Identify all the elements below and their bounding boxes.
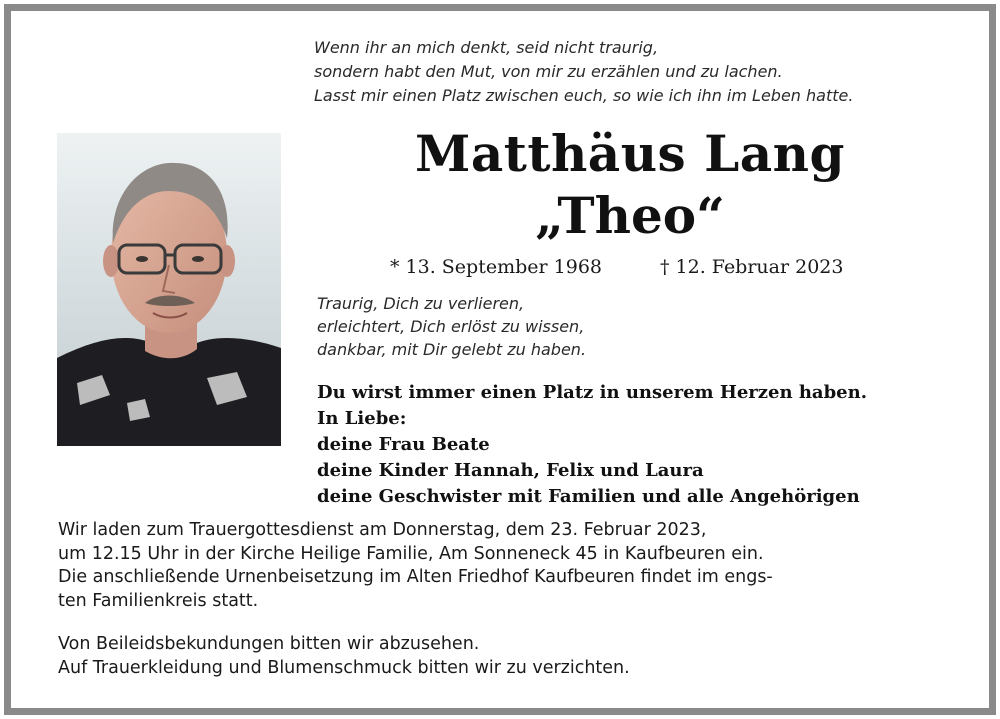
service-line: ten Familienkreis statt. [58, 590, 259, 611]
family-line: deine Frau Beate [317, 434, 490, 455]
verse-line: dankbar, mit Dir gelebt zu haben. [317, 340, 587, 359]
service-line: Die anschließende Urnenbeisetzung im Alten Friedhof Kaufbeuren findet im engs- [58, 567, 773, 587]
verse-quote [317, 292, 717, 361]
verse-line: Traurig, Dich zu verlieren, [317, 294, 525, 313]
portrait-photo [57, 133, 281, 446]
death-date: † 12. Februar 2023 [660, 256, 844, 278]
service-line: um 12.15 Uhr in der Kirche Heilige Familie, Am Sonneneck 45 in Kaufbeuren ein. [58, 543, 764, 564]
note-line: Von Beileidsbekundungen bitten wir abzusehen. [58, 634, 480, 654]
mourners-list [317, 380, 967, 510]
motto-line: Wenn ihr an mich denkt, seid nicht traurig, [314, 38, 659, 57]
motto-quote [314, 36, 974, 108]
family-line: In Liebe: [317, 408, 407, 429]
family-line: deine Geschwister mit Familien und alle Angehörigen [317, 486, 860, 507]
deceased-nickname: „Theo“ [535, 186, 725, 245]
note-line: Auf Trauerkleidung und Blumenschmuck bitten wir zu verzichten. [58, 658, 630, 678]
verse-line: erleichtert, Dich erlöst zu wissen, [317, 317, 585, 336]
birth-date: * 13. September 1968 [390, 256, 602, 278]
motto-line: Lasst mir einen Platz zwischen euch, so wie ich ihn im Leben hatte. [314, 86, 854, 105]
service-line: Wir laden zum Trauergottesdienst am Donnerstag, dem 23. Februar 2023, [58, 520, 707, 540]
motto-line: sondern habt den Mut, von mir zu erzählen und zu lachen. [314, 62, 783, 81]
service-announcement [58, 519, 978, 613]
deceased-name: Matthäus Lang [415, 124, 845, 183]
family-line: Du wirst immer einen Platz in unserem Herzen haben. [317, 382, 867, 403]
family-line: deine Kinder Hannah, Felix und Laura [317, 460, 704, 481]
closing-notes [58, 632, 978, 680]
